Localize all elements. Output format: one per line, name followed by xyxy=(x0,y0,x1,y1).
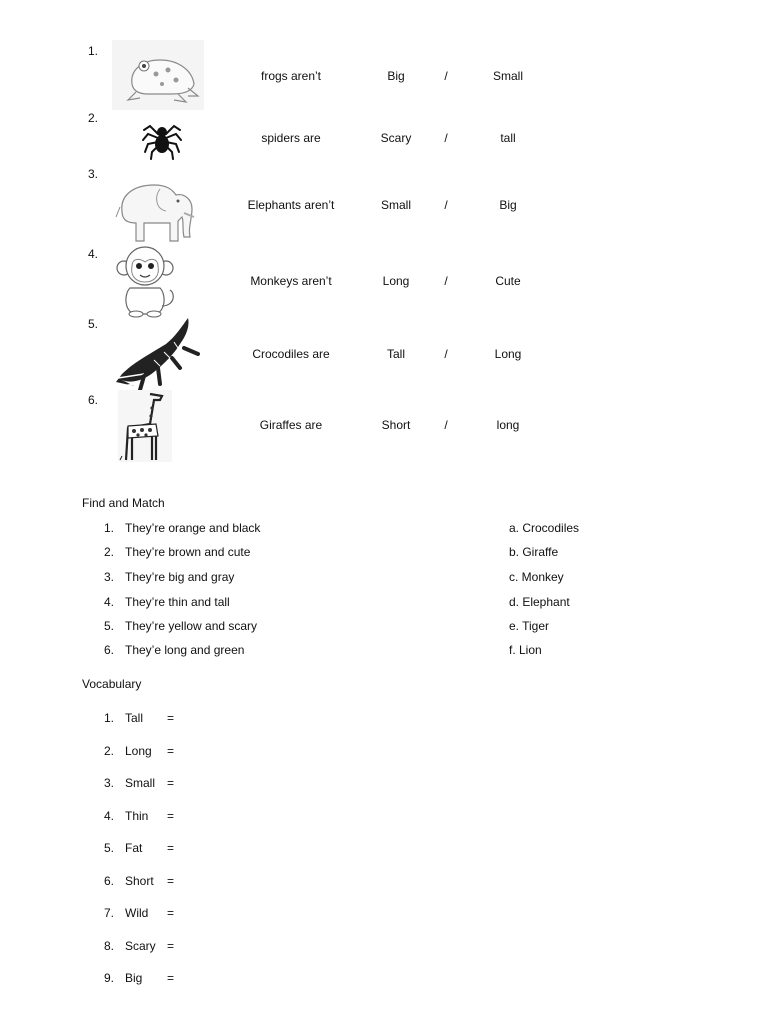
option-separator: / xyxy=(444,347,448,361)
clue-text: They’re yellow and scary xyxy=(125,619,258,633)
option-a: Scary xyxy=(380,131,412,145)
vocab-number: 2. xyxy=(103,744,114,758)
giraffe-icon xyxy=(118,390,172,462)
vocab-number: 1. xyxy=(103,711,114,725)
option-a: Tall xyxy=(386,347,405,361)
vocab-word: Scary xyxy=(125,939,156,953)
statement-text: frogs aren’t xyxy=(260,69,322,83)
vocab-word: Fat xyxy=(125,841,143,855)
option-b: long xyxy=(496,418,520,432)
frog-icon xyxy=(112,40,204,110)
option-separator: / xyxy=(444,274,448,288)
item-number: 6. xyxy=(88,393,99,407)
statement-text: Elephants aren’t xyxy=(247,198,335,212)
option-b: Big xyxy=(499,198,517,212)
option-separator: / xyxy=(444,131,448,145)
vocab-word: Big xyxy=(125,971,143,985)
option-separator: / xyxy=(444,198,448,212)
clue-number: 6. xyxy=(103,643,114,657)
item-number: 5. xyxy=(88,317,99,331)
answer-option: c. Monkey xyxy=(509,570,564,584)
equals-sign: = xyxy=(167,744,175,758)
item-number: 3. xyxy=(88,167,99,181)
vocab-word: Thin xyxy=(125,809,149,823)
equals-sign: = xyxy=(167,809,175,823)
answer-option: d. Elephant xyxy=(509,595,570,609)
clue-text: They’re orange and black xyxy=(125,521,261,535)
vocab-number: 7. xyxy=(103,906,114,920)
equals-sign: = xyxy=(167,874,175,888)
vocab-word: Small xyxy=(125,776,156,790)
statement-text: Crocodiles are xyxy=(252,347,330,361)
spider-icon xyxy=(142,116,182,160)
option-a: Short xyxy=(381,418,411,432)
equals-sign: = xyxy=(167,841,175,855)
option-a: Small xyxy=(380,198,411,212)
answer-option: b. Giraffe xyxy=(509,545,559,559)
statement-text: spiders are xyxy=(261,131,321,145)
clue-text: They’re thin and tall xyxy=(125,595,230,609)
vocab-word: Short xyxy=(125,874,154,888)
clue-number: 4. xyxy=(103,595,114,609)
option-separator: / xyxy=(444,69,448,83)
vocab-word: Tall xyxy=(125,711,144,725)
equals-sign: = xyxy=(167,971,175,985)
item-number: 2. xyxy=(88,111,99,125)
vocab-number: 5. xyxy=(103,841,114,855)
vocab-number: 9. xyxy=(103,971,114,985)
vocab-word: Wild xyxy=(125,906,149,920)
clue-number: 1. xyxy=(103,521,114,535)
equals-sign: = xyxy=(167,776,175,790)
monkey-icon xyxy=(114,244,180,318)
equals-sign: = xyxy=(167,906,175,920)
answer-option: a. Crocodiles xyxy=(509,521,580,535)
option-b: Small xyxy=(492,69,523,83)
answer-option: e. Tiger xyxy=(509,619,550,633)
section-heading: Vocabulary xyxy=(82,677,142,691)
elephant-icon xyxy=(114,177,198,245)
option-separator: / xyxy=(444,418,448,432)
statement-text: Giraffes are xyxy=(259,418,323,432)
clue-text: They’e long and green xyxy=(125,643,245,657)
clue-text: They’re big and gray xyxy=(125,570,235,584)
equals-sign: = xyxy=(167,711,175,725)
option-b: Long xyxy=(494,347,522,361)
clue-text: They’re brown and cute xyxy=(125,545,251,559)
clue-number: 2. xyxy=(103,545,114,559)
section-heading: Find and Match xyxy=(82,496,165,510)
option-a: Big xyxy=(387,69,405,83)
vocab-word: Long xyxy=(125,744,152,758)
crocodile-icon xyxy=(114,314,204,394)
statement-text: Monkeys aren’t xyxy=(250,274,332,288)
option-a: Long xyxy=(382,274,410,288)
item-number: 1. xyxy=(88,44,99,58)
vocab-number: 6. xyxy=(103,874,114,888)
clue-number: 5. xyxy=(103,619,114,633)
vocab-number: 3. xyxy=(103,776,114,790)
option-b: tall xyxy=(500,131,516,145)
equals-sign: = xyxy=(167,939,175,953)
option-b: Cute xyxy=(495,274,521,288)
item-number: 4. xyxy=(88,247,99,261)
clue-number: 3. xyxy=(103,570,114,584)
vocab-number: 4. xyxy=(103,809,114,823)
vocab-number: 8. xyxy=(103,939,114,953)
answer-option: f. Lion xyxy=(509,643,542,657)
